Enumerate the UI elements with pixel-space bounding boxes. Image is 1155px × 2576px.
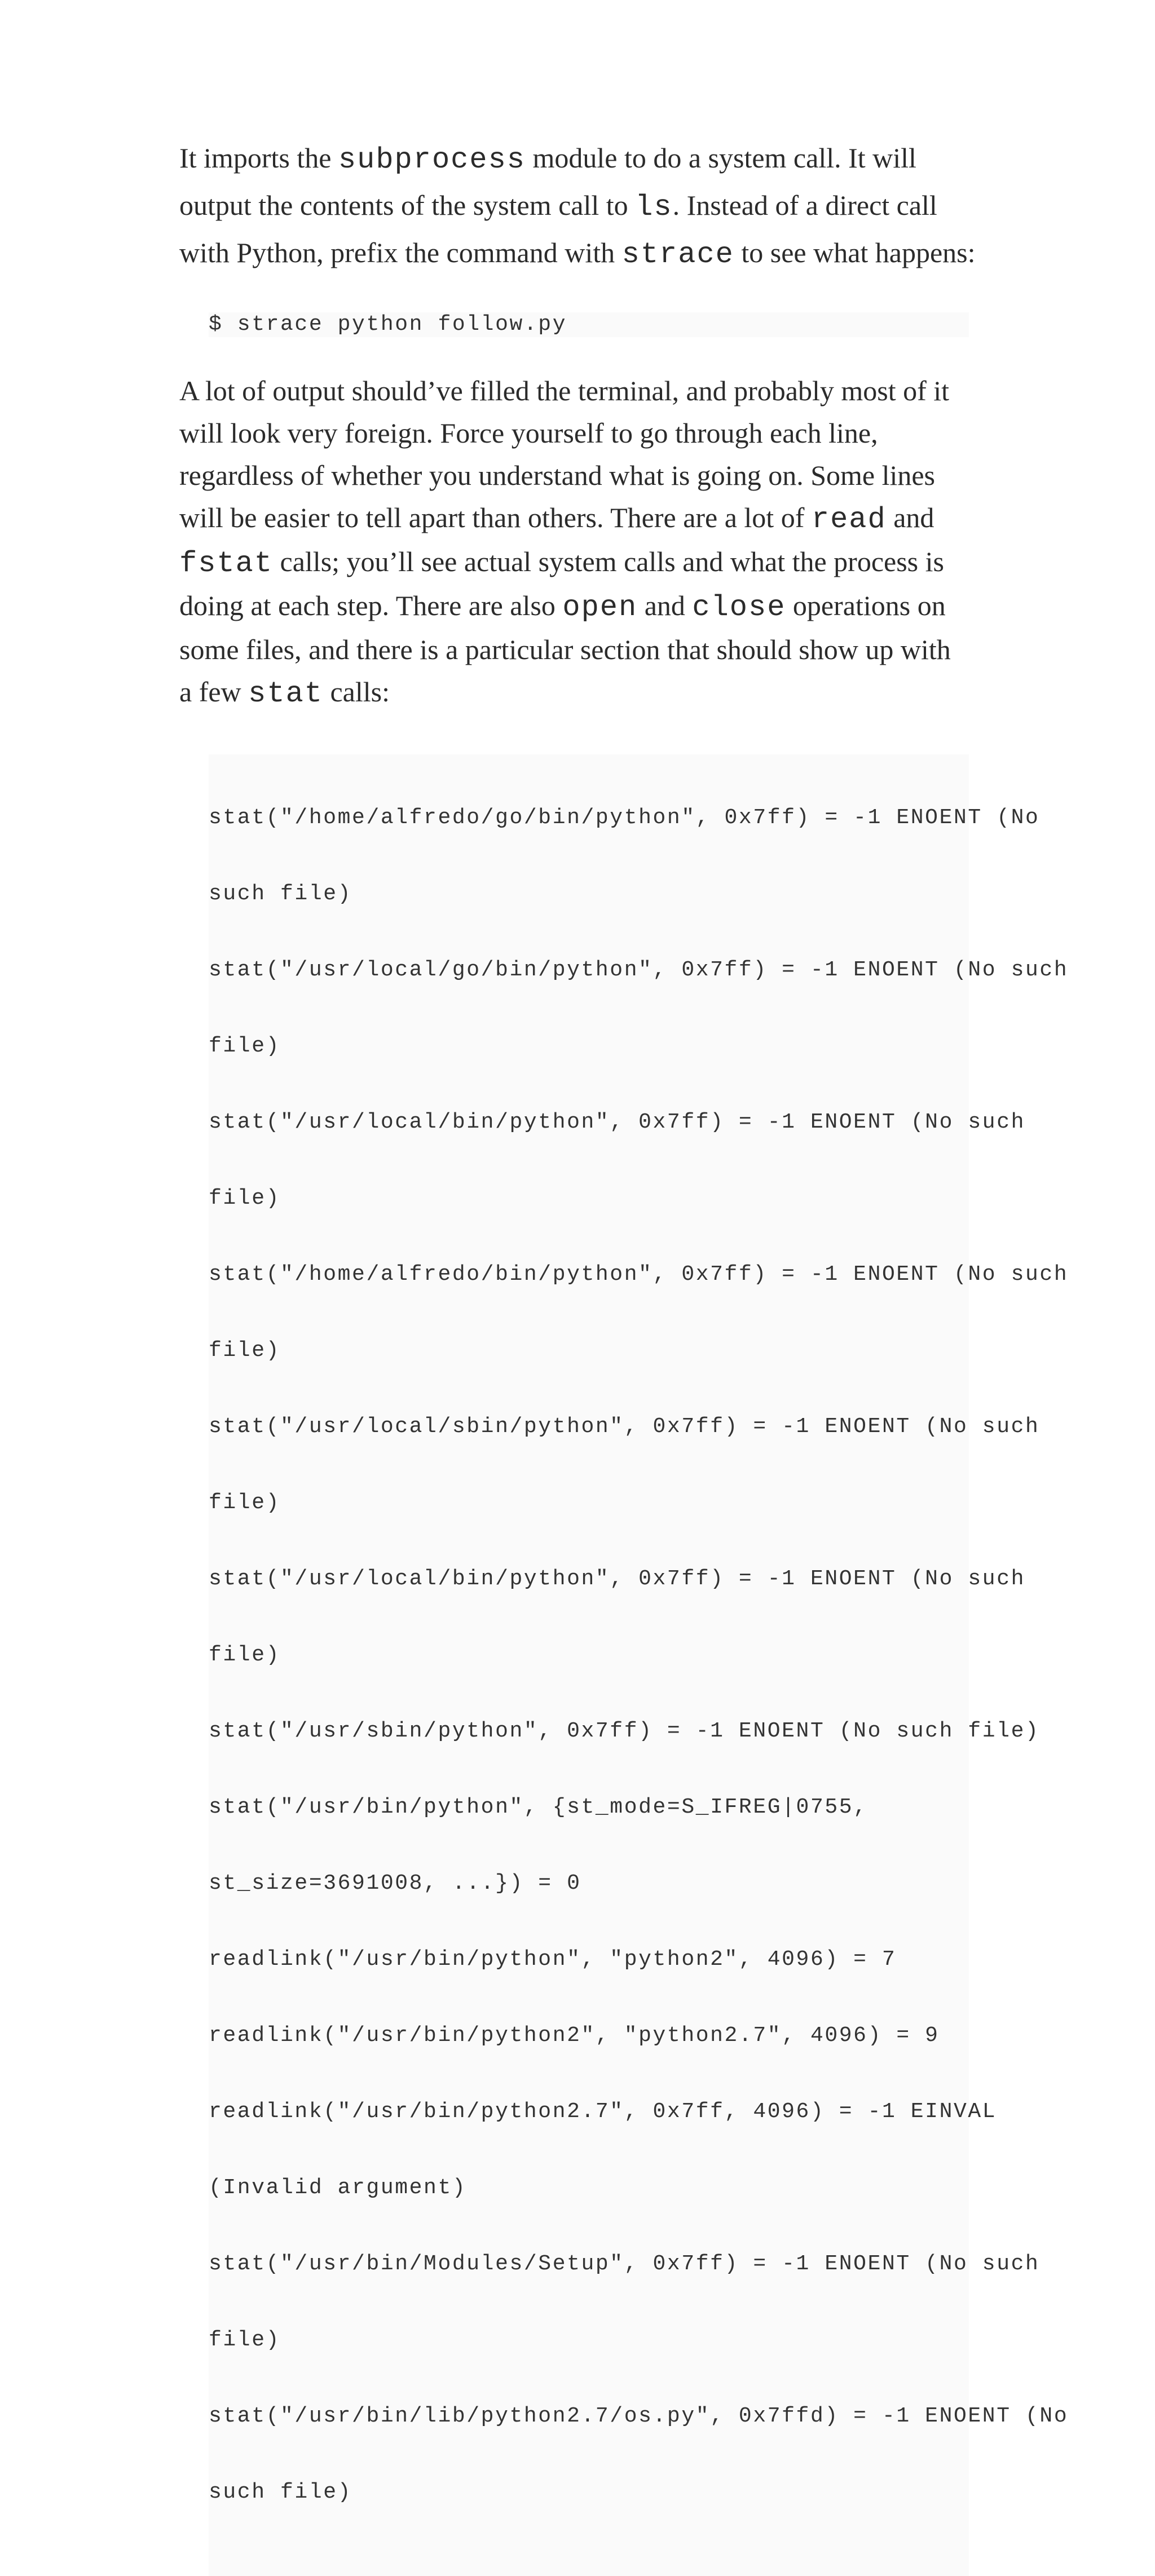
inline-code-strace: strace — [621, 238, 734, 271]
text-run: . Instead of a direct call with Python, prefix the command with — [179, 189, 937, 268]
code-line: file) — [209, 1338, 281, 1363]
explanation-paragraph — [179, 370, 969, 715]
code-line: stat("/home/alfredo/go/bin/python", 0x7ff) = -1 ENOENT (No — [209, 806, 1040, 830]
text-run: calls: — [323, 676, 390, 708]
code-line: file) — [209, 1034, 281, 1058]
inline-code-subprocess: subprocess — [338, 143, 526, 176]
code-line: stat("/home/alfredo/bin/python", 0x7ff) = -1 ENOENT (No such — [209, 1262, 1069, 1287]
text-run: calls; you’ll see actual system calls and what the process is doing at each step. There are also — [179, 546, 944, 621]
document-page — [179, 135, 1069, 2576]
inline-code-open: open — [562, 591, 638, 624]
inline-code-close: close — [692, 591, 786, 624]
inline-code-stat: stat — [248, 677, 323, 710]
code-line: stat("/usr/local/sbin/python", 0x7ff) = -1 ENOENT (No such — [209, 1415, 1040, 1439]
inline-code-read: read — [811, 503, 887, 536]
code-line: file) — [209, 2328, 281, 2352]
code-line: (Invalid argument) — [209, 2176, 467, 2200]
code-line: file) — [209, 1491, 281, 1515]
code-line: st_size=3691008, ...}) = 0 — [209, 1871, 581, 1895]
code-line: stat("/usr/bin/lib/python2.7/os.py", 0x7ffd) = -1 ENOENT (No — [209, 2404, 1069, 2428]
text-run: operations on some files, and there is a particular section that should show up with a few — [179, 590, 951, 708]
text-run: to see what happens: — [734, 237, 976, 268]
code-line: stat("/usr/bin/Modules/Setup", 0x7ff) = -1 ENOENT (No such — [209, 2252, 1040, 2276]
code-line: such file) — [209, 882, 352, 906]
intro-paragraph — [179, 135, 980, 277]
code-line: stat("/usr/local/go/bin/python", 0x7ff) = -1 ENOENT (No such — [209, 958, 1069, 982]
inline-code-fstat: fstat — [179, 547, 274, 580]
code-line: file) — [209, 1643, 281, 1667]
code-line: stat("/usr/bin/python", {st_mode=S_IFREG|0755, — [209, 1795, 868, 1819]
code-line: stat("/usr/local/bin/python", 0x7ff) = -1 ENOENT (No such — [209, 1567, 1026, 1591]
code-line: stat("/usr/sbin/python", 0x7ff) = -1 ENOENT (No such file) — [209, 1719, 1040, 1743]
text-run: module to do a system call. It will output the contents of the system call to — [179, 142, 916, 221]
text-run: A lot of output should’ve filled the terminal, and probably most of it will look very foreign. Force yourself to go through each line, regardless of whether you understand what is going on. Some lines will be easier to tell apart than others. There are a lot of — [179, 375, 950, 533]
strace-output-code-block — [209, 754, 1069, 2576]
code-line: readlink("/usr/bin/python2", "python2.7", 4096) = 9 — [209, 2023, 940, 2048]
inline-code-ls: ls — [635, 191, 673, 224]
code-line: such file) — [209, 2480, 352, 2504]
code-line: file) — [209, 1186, 281, 1210]
code-line: readlink("/usr/bin/python", "python2", 4096) = 7 — [209, 1947, 897, 1972]
code-line: stat("/usr/local/bin/python", 0x7ff) = -1 ENOENT (No such — [209, 1110, 1026, 1134]
text-run: and — [637, 590, 693, 621]
text-run: and — [886, 502, 934, 533]
command-code-block: $ strace python follow.py — [209, 312, 969, 337]
code-line: readlink("/usr/bin/python2.7", 0x7ff, 4096) = -1 EINVAL — [209, 2100, 997, 2124]
text-run: It imports the — [179, 142, 338, 174]
